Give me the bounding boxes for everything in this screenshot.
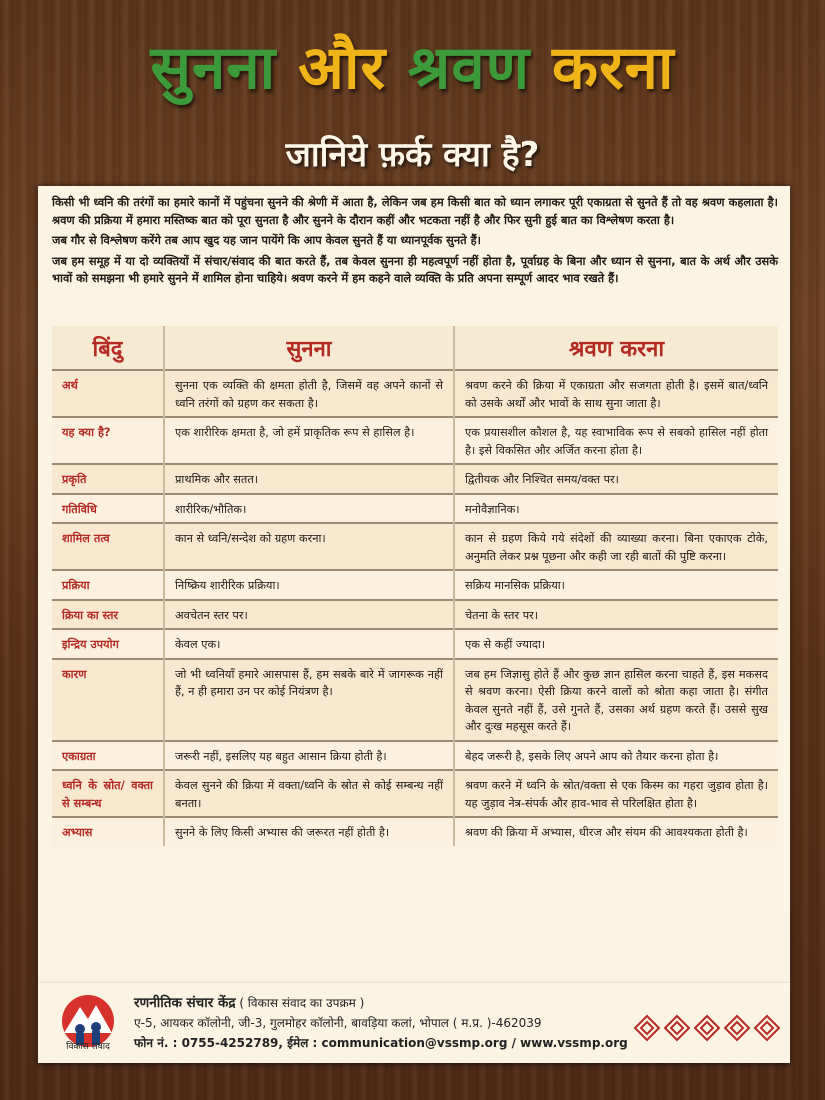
content-sheet bbox=[38, 186, 790, 983]
footer-org-name: रणनीतिक संचार केंद्र bbox=[134, 995, 236, 1011]
row-attentive: बेहद जरूरी है, इसके लिए अपने आप को तैयार करना होता है। bbox=[454, 741, 778, 771]
row-attentive: कान से ग्रहण किये गये संदेशों की व्याख्या करना। बिना एकाएक टोके, अनुमति लेकर प्रश्न पूछना और कही जा रही बातों की पुष्टि करना। bbox=[454, 523, 778, 570]
row-attentive: सक्रिय मानसिक प्रक्रिया। bbox=[454, 570, 778, 600]
row-key: अर्थ bbox=[52, 370, 164, 417]
table-row bbox=[52, 570, 778, 600]
table-row bbox=[52, 523, 778, 570]
table-row bbox=[52, 417, 778, 464]
row-listening: अवचेतन स्तर पर। bbox=[164, 600, 454, 630]
header-point: बिंदु bbox=[52, 326, 164, 370]
row-attentive: श्रवण करने में ध्वनि के स्रोत/वक्ता से एक किस्म का गहरा जुड़ाव होता है। यह जुड़ाव नेत्र-संपर्क और हाव-भाव से परिलक्षित होता है। bbox=[454, 770, 778, 817]
title-word-1: सुनना bbox=[150, 33, 277, 103]
title-word-2: और bbox=[298, 33, 387, 103]
row-attentive: श्रवण करने की क्रिया में एकाग्रता और सजगता होती है। इसमें बात/ध्वनि को उसके अर्थों और भावों के साथ सुना जाता है। bbox=[454, 370, 778, 417]
header-attentive-listening: श्रवण करना bbox=[454, 326, 778, 370]
row-key: अभ्यास bbox=[52, 817, 164, 846]
row-key: प्रक्रिया bbox=[52, 570, 164, 600]
row-listening: प्राथमिक और सतत। bbox=[164, 464, 454, 494]
table-row bbox=[52, 741, 778, 771]
page-title bbox=[0, 28, 825, 108]
intro-paragraph: जब हम समूह में या दो व्यक्तियों में संचार/संवाद की बात करते हैं, तब केवल सुनना ही महत्वपूर्ण नहीं होता है, पूर्वाग्रह के बिना और ध्यान से सुनना, बात के अर्थ और उसके भावों को समझना भी हमारे सुनने में शामिल होना चाहिये। श्रवण करने में हम कहने वाले व्यक्ति के प्रति अपना सम्पूर्ण आदर भाव रखते हैं। bbox=[52, 253, 778, 285]
row-listening: जरूरी नहीं, इसलिए यह बहुत आसान क्रिया होती है। bbox=[164, 741, 454, 771]
row-listening: केवल एक। bbox=[164, 629, 454, 659]
row-key: एकाग्रता bbox=[52, 741, 164, 771]
footer-address: ए-5, आयकर कॉलोनी, जी-3, गुलमोहर कॉलोनी, बावड़िया कलां, भोपाल ( म.प्र. )-462039 bbox=[134, 1016, 542, 1030]
header-listening: सुनना bbox=[164, 326, 454, 370]
title-word-4: करना bbox=[552, 33, 675, 103]
row-attentive: श्रवण की क्रिया में अभ्यास, धीरज और संयम की आवश्यकता होती है। bbox=[454, 817, 778, 846]
table-row bbox=[52, 600, 778, 630]
intro-paragraph: जब गौर से विश्लेषण करेंगे तब आप खुद यह जान पायेंगे कि आप केवल सुनते हैं या ध्यानपूर्वक सुनते हैं। bbox=[52, 233, 481, 247]
table-row bbox=[52, 464, 778, 494]
table-row bbox=[52, 370, 778, 417]
row-listening: सुनने के लिए किसी अभ्यास की जरूरत नहीं होती है। bbox=[164, 817, 454, 846]
row-attentive: एक प्रयासशील कौशल है, यह स्वाभाविक रूप से सबको हासिल नहीं होता है। इसे विकसित और अर्जित करना होता है। bbox=[454, 417, 778, 464]
table-row bbox=[52, 659, 778, 741]
footer bbox=[38, 983, 790, 1063]
logo-caption: विकास संवाद bbox=[66, 1042, 110, 1052]
row-key: यह क्या है? bbox=[52, 417, 164, 464]
title-block bbox=[0, 28, 825, 176]
row-key: कारण bbox=[52, 659, 164, 741]
table-row bbox=[52, 770, 778, 817]
intro-paragraph: किसी भी ध्वनि की तरंगों का हमारे कानों में पहुंचना सुनने की श्रेणी में आता है, लेकिन जब हम किसी बात को ध्यान लगाकर पूरी एकाग्रता से सुनते हैं तो वह श्रवण कहलाता है। श्रवण की प्रक्रिया में हमारा मस्तिष्क बात को पूरा सुनता है और सुनने के दौरान कहीं और भटकता नहीं है और फिर सुनी हुई बात का विश्लेषण करता है। bbox=[52, 195, 778, 227]
decorative-diamonds bbox=[632, 1013, 782, 1043]
row-attentive: जब हम जिज्ञासु होते हैं और कुछ ज्ञान हासिल करना चाहते हैं, इस मकसद से श्रवण करना। ऐसी क्रिया करने वालों को श्रोता कहा जाता है। संगीत केवल सुनते नहीं हैं, उसे गुनते हैं, उसका अर्थ ग्रहण करते हैं। उससे सुख और दुःख महसूस करते हैं। bbox=[454, 659, 778, 741]
row-key: शामिल तत्व bbox=[52, 523, 164, 570]
table-row bbox=[52, 817, 778, 846]
footer-org-sub: ( विकास संवाद का उपक्रम ) bbox=[239, 996, 365, 1010]
table-row bbox=[52, 494, 778, 524]
row-listening: एक शारीरिक क्षमता है, जो हमें प्राकृतिक रूप से हासिल है। bbox=[164, 417, 454, 464]
row-key: प्रकृति bbox=[52, 464, 164, 494]
row-key: ध्वनि के स्रोत/ वक्ता से सम्बन्ध bbox=[52, 770, 164, 817]
row-key: क्रिया का स्तर bbox=[52, 600, 164, 630]
row-listening: केवल सुनने की क्रिया में वक्ता/ध्वनि के स्रोत से कोई सम्बन्ध नहीं बनता। bbox=[164, 770, 454, 817]
intro-text bbox=[52, 194, 778, 291]
table-row bbox=[52, 629, 778, 659]
row-attentive: मनोवैज्ञानिक। bbox=[454, 494, 778, 524]
row-listening: निष्क्रिय शारीरिक प्रक्रिया। bbox=[164, 570, 454, 600]
footer-details bbox=[134, 993, 634, 1053]
row-listening: सुनना एक व्यक्ति की क्षमता होती है, जिसमें वह अपने कानों से ध्वनि तरंगों को ग्रहण कर सकता है। bbox=[164, 370, 454, 417]
footer-contact: फोन नं. : 0755-4252789, ईमेल : communication@vssmp.org / www.vssmp.org bbox=[134, 1036, 628, 1050]
row-key: इन्द्रिय उपयोग bbox=[52, 629, 164, 659]
row-attentive: चेतना के स्तर पर। bbox=[454, 600, 778, 630]
row-attentive: द्वितीयक और निश्चित समय/वक्त पर। bbox=[454, 464, 778, 494]
title-word-3: श्रवण bbox=[407, 33, 531, 103]
page-subtitle: जानिये फ़र्क क्या है? bbox=[285, 135, 540, 175]
row-attentive: एक से कहीं ज्यादा। bbox=[454, 629, 778, 659]
row-listening: जो भी ध्वनियाँ हमारे आसपास हैं, हम सबके बारे में जागरूक नहीं हैं, न ही हमारा उन पर कोई नियंत्रण है। bbox=[164, 659, 454, 741]
row-listening: कान से ध्वनि/सन्देश को ग्रहण करना। bbox=[164, 523, 454, 570]
row-listening: शारीरिक/भौतिक। bbox=[164, 494, 454, 524]
table-header-row bbox=[52, 326, 778, 370]
comparison-table bbox=[52, 326, 778, 846]
row-key: गतिविधि bbox=[52, 494, 164, 524]
